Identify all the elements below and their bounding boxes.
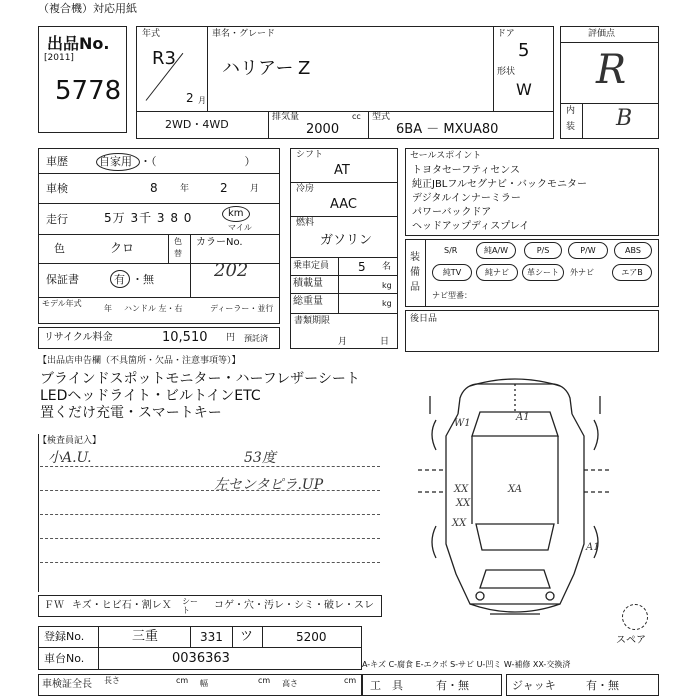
declaration-line: LEDヘッドライト・ビルトインETC bbox=[40, 388, 261, 404]
mileage-label: 走行 bbox=[46, 213, 68, 226]
damage-mark: XX bbox=[456, 498, 471, 509]
chassis-label: 車台No. bbox=[44, 652, 85, 665]
chassis-number: 0036363 bbox=[172, 651, 230, 666]
declaration-line: 置くだけ充電・スマートキー bbox=[40, 405, 222, 421]
damage-mark: A1 bbox=[516, 412, 530, 423]
lot-number: 5778 bbox=[55, 76, 122, 106]
equip-ps: P/S bbox=[524, 242, 562, 259]
deadline-day: 日 bbox=[380, 337, 390, 347]
recycle-value: 10,510 bbox=[162, 330, 208, 345]
damage-mark: XX bbox=[452, 518, 467, 529]
fuel-label: 燃料 bbox=[296, 218, 315, 228]
year-label: 年式 bbox=[142, 29, 161, 39]
shaken-month: 2 bbox=[220, 181, 228, 195]
equip-navi: 純ナビ bbox=[476, 264, 518, 281]
damage-mark: XX bbox=[454, 484, 469, 495]
equip-ext-navi: 外ナビ bbox=[570, 268, 594, 277]
shaken-label: 車検 bbox=[46, 182, 68, 195]
damage-mark-center: XA bbox=[508, 484, 522, 495]
cc-unit: cc bbox=[352, 112, 361, 121]
warranty-label: 保証書 bbox=[46, 273, 79, 286]
capacity: 5 bbox=[358, 260, 366, 274]
interior-label-2: 装 bbox=[566, 122, 576, 132]
inspector-note: 左センタピラ.UP bbox=[214, 477, 324, 493]
tools-label: 工 具 bbox=[370, 679, 403, 692]
displacement-label: 排気量 bbox=[272, 112, 300, 122]
equip-airbag: エアB bbox=[612, 264, 652, 281]
year-month: 2 bbox=[186, 91, 194, 105]
cm-unit: cm bbox=[176, 676, 189, 685]
aftermarket-box bbox=[405, 310, 659, 352]
equip-tv: 純TV bbox=[432, 264, 472, 281]
gross-unit: kg bbox=[382, 299, 392, 308]
form-label: （複合機）対応用紙 bbox=[38, 2, 137, 15]
declaration-line: ブラインドスポットモニター・ハーフレザーシート bbox=[40, 371, 360, 387]
grade-score: R bbox=[596, 47, 627, 93]
inspector-label: 【検査員記入】 bbox=[38, 436, 102, 446]
equip-sr: S/R bbox=[444, 246, 458, 255]
plate-kana: ツ bbox=[240, 629, 254, 644]
spare-tire-icon bbox=[622, 604, 648, 630]
warranty-yes: 有 bbox=[114, 273, 125, 286]
displacement: 2000 bbox=[306, 122, 340, 137]
model-year-unit: 年 bbox=[104, 304, 112, 313]
shift: AT bbox=[334, 163, 350, 178]
ac-label: 冷房 bbox=[296, 184, 315, 194]
gross-label: 総重量 bbox=[293, 296, 323, 307]
equip-alloy: 純A/W bbox=[476, 242, 516, 259]
warranty-no: ・無 bbox=[132, 273, 154, 286]
capacity-unit: 名 bbox=[382, 262, 392, 272]
cert-length: 長さ bbox=[104, 676, 120, 685]
inspector-note: 53度 bbox=[244, 450, 276, 466]
shift-label: シフト bbox=[296, 150, 324, 160]
plate-label: 登録No. bbox=[44, 630, 85, 643]
shape-label: 形状 bbox=[497, 67, 516, 77]
sales-point: トヨタセーフティセンス bbox=[412, 165, 520, 176]
color-label: 色 bbox=[54, 242, 65, 255]
model-code: 6BA － MXUA80 bbox=[396, 122, 499, 137]
aftermarket-label: 後日品 bbox=[410, 314, 438, 324]
navi-label: ナビ型番： bbox=[432, 291, 472, 300]
sales-point: パワーバックドア bbox=[412, 207, 492, 218]
equip-leather: 革シート bbox=[522, 264, 564, 281]
km-unit: km bbox=[228, 208, 244, 219]
cert-label: 車検証全長 bbox=[42, 679, 92, 690]
mile-unit: マイル bbox=[228, 223, 252, 232]
color: クロ bbox=[110, 241, 135, 255]
deadline-unit: 月 bbox=[338, 337, 348, 347]
equip-pw: P/W bbox=[568, 242, 608, 259]
plate-region: 三重 bbox=[132, 629, 159, 644]
sales-point: ヘッドアップディスプレイ bbox=[412, 221, 530, 232]
seat-label: シート bbox=[182, 597, 198, 615]
plate-class: 331 bbox=[200, 630, 223, 644]
shaken-year: 8 bbox=[150, 181, 158, 195]
fw-items: キズ・ヒビ石・割レＸ bbox=[72, 600, 172, 611]
lot-label: 出品No. bbox=[47, 34, 110, 53]
jack-label: ジャッキ bbox=[512, 679, 556, 692]
inspector-note: 小A.U. bbox=[48, 450, 92, 466]
color-change-2: 替 bbox=[174, 249, 182, 258]
load-label: 積載量 bbox=[293, 278, 323, 289]
lot-year-tag: [2011] bbox=[44, 53, 74, 63]
cm-unit: cm bbox=[258, 676, 271, 685]
recycle-note: 預託済 bbox=[244, 334, 268, 343]
interior-score: B bbox=[616, 106, 633, 131]
cert-height: 高さ bbox=[282, 679, 298, 688]
shaken-year-unit: 年 bbox=[180, 184, 190, 194]
handle-label: ハンドル 左・右 bbox=[124, 304, 183, 313]
sales-points-label: セールスポイント bbox=[410, 151, 482, 161]
vehicle-name: ハリアー bbox=[222, 58, 294, 79]
equip-abs: ABS bbox=[614, 242, 652, 259]
grade-label: 評価点 bbox=[588, 29, 616, 39]
color-no: 202 bbox=[214, 260, 249, 281]
spare-label: スペア bbox=[616, 635, 646, 646]
month-unit: 月 bbox=[198, 96, 206, 105]
color-change-1: 色 bbox=[174, 237, 182, 246]
jack-value: 有・無 bbox=[586, 679, 619, 692]
shape: W bbox=[516, 80, 532, 99]
model-label: 型式 bbox=[372, 112, 391, 122]
model-year-label: モデル年式 bbox=[42, 299, 82, 308]
sales-point: 純正JBLフルセグナビ・バックモニター bbox=[412, 179, 587, 190]
rekisha-value: 自家用 bbox=[99, 155, 132, 168]
name-label: 車名・グレード bbox=[212, 29, 276, 39]
recycle-label: リサイクル料金 bbox=[44, 332, 113, 343]
recycle-unit: 円 bbox=[226, 333, 236, 343]
damage-legend: A-キズ C-腐食 E-エクボ S-サビ U-凹ミ W-補修 XX-交換済 bbox=[362, 660, 571, 669]
vehicle-grade: Z bbox=[298, 58, 311, 79]
declaration-label: 【出品店申告欄（不具箇所・欠品・注意事項等）】 bbox=[38, 356, 241, 366]
doors: 5 bbox=[518, 40, 530, 61]
car-diagram bbox=[410, 374, 620, 630]
door-label: ドア bbox=[497, 29, 515, 39]
cert-width: 幅 bbox=[200, 679, 208, 688]
deadline-label: 書類期限 bbox=[294, 316, 331, 326]
interior-label-1: 内 bbox=[566, 106, 576, 116]
damage-mark: W1 bbox=[454, 418, 471, 429]
drive: 2WD・4WD bbox=[165, 118, 229, 131]
fuel: ガソリン bbox=[320, 233, 373, 248]
color-no-label: カラーNo. bbox=[196, 237, 243, 248]
equipment-label: 装備品 bbox=[410, 252, 420, 293]
fw-label: ＦＷ bbox=[44, 600, 64, 611]
tools-value: 有・無 bbox=[436, 679, 469, 692]
sales-point: デジタルインナーミラー bbox=[412, 193, 521, 204]
cm-unit: cm bbox=[344, 676, 357, 685]
year-era: R3 bbox=[152, 48, 176, 69]
dealer-label: ディーラー・並行 bbox=[210, 304, 274, 313]
shaken-month-unit: 月 bbox=[250, 184, 260, 194]
load-unit: kg bbox=[382, 281, 392, 290]
seat-items: コゲ・穴・汚レ・シミ・破レ・スレ bbox=[214, 600, 374, 611]
rekisha-rest: ・（ ） bbox=[140, 155, 256, 168]
plate-number: 5200 bbox=[296, 630, 327, 644]
capacity-label: 乗車定員 bbox=[293, 261, 330, 271]
ac: AAC bbox=[330, 197, 357, 212]
damage-mark: A1 bbox=[586, 542, 600, 553]
rekisha-label: 車歴 bbox=[46, 155, 68, 168]
mileage: 5万 3千 3 8 0 bbox=[104, 211, 193, 225]
